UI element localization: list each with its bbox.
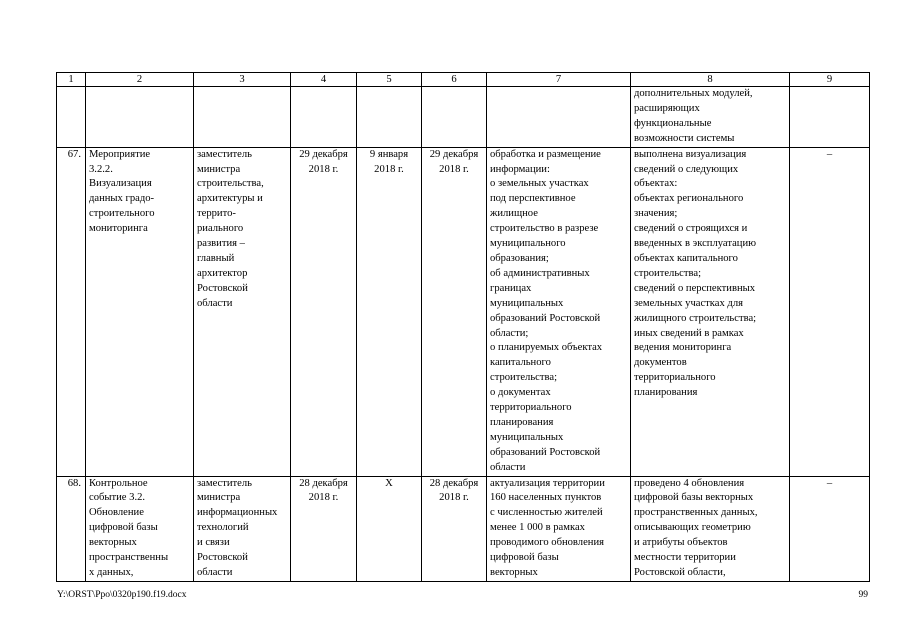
text-line: 2018 г.: [374, 163, 404, 175]
text-line: Мероприятие: [89, 148, 151, 160]
text-line: сведений о перспективных: [634, 282, 756, 294]
text-line: векторных: [490, 567, 538, 578]
text-line: архитектуры и: [197, 193, 263, 205]
header-cell: 7: [487, 73, 631, 87]
header-cell: 3: [194, 73, 291, 87]
column-number-row: [57, 73, 870, 87]
text-line: министра: [197, 492, 241, 504]
text-line: 2018 г.: [439, 492, 469, 504]
header-cell: 5: [357, 73, 422, 87]
text-line: объектах:: [634, 178, 678, 190]
text-line: 29 декабря: [299, 148, 348, 160]
text-line: границах: [490, 282, 532, 294]
text-line: капитального: [490, 357, 551, 369]
table-cell: [86, 87, 194, 148]
table-cell: [291, 87, 357, 148]
document-page: [56, 72, 870, 582]
fact-result-cell: [631, 476, 790, 581]
text-line: террито-: [197, 208, 236, 220]
fact-end-cell: [422, 147, 487, 476]
text-line: об административных: [490, 267, 590, 279]
text-line: 9 января: [369, 148, 409, 160]
text-line: цифровой базы векторных: [634, 492, 754, 504]
text-line: введенных в эксплуатацию: [634, 238, 757, 250]
text-line: строительство в разрезе: [490, 223, 599, 235]
text-line: планирования: [490, 416, 554, 428]
text-line: местности территории: [634, 552, 736, 564]
text-line: цифровой базы: [89, 522, 158, 534]
text-line: планирования: [634, 387, 698, 399]
text-line: ведения мониторинга: [634, 342, 732, 354]
fact-result-cell: [631, 147, 790, 476]
text-line: муниципальных: [490, 431, 564, 443]
text-line: 29 декабря: [429, 148, 479, 160]
text-line: 160 населенных пунктов: [490, 492, 602, 504]
text-line: менее 1 000 в рамках: [490, 522, 585, 534]
header-cell: 6: [422, 73, 487, 87]
text-line: данных градо-: [89, 193, 155, 205]
row-number: 67.: [57, 147, 86, 476]
text-line: о документах: [490, 387, 551, 399]
text-line: образований Ростовской: [490, 446, 601, 458]
text-line: образования;: [490, 252, 549, 264]
text-line: заместитель: [197, 148, 253, 160]
text-line: 2018 г.: [308, 163, 339, 175]
text-line: объектах регионального: [634, 193, 744, 205]
note-cell: –: [790, 147, 870, 476]
continuation-row: [57, 87, 870, 148]
header-cell: 2: [86, 73, 194, 87]
text-line: и связи: [197, 537, 230, 549]
text-line: строительного: [89, 208, 155, 220]
footer-file-path: Y:\ORST\Ppo\0320p190.f19.docx: [57, 590, 187, 600]
text-line: заместитель: [197, 477, 253, 489]
text-line: территориального: [490, 402, 572, 414]
text-line: векторных: [89, 537, 137, 549]
table-cell: [194, 87, 291, 148]
text-line: образований Ростовской: [490, 312, 601, 324]
table-cell: [422, 87, 487, 148]
text-line: пространственных данных,: [634, 507, 758, 519]
text-line: Ростовской: [197, 282, 248, 294]
text-line: обработка и размещение: [490, 148, 601, 160]
text-line: расширяющих: [634, 102, 700, 114]
events-table: [56, 72, 870, 582]
header-cell: 8: [631, 73, 790, 87]
text-line: пространственны: [89, 552, 169, 564]
text-line: главный: [197, 252, 235, 264]
event-cell: [86, 476, 194, 581]
text-line: возможности системы: [634, 132, 735, 144]
fact-result-cell: [631, 87, 790, 148]
text-line: области: [490, 461, 526, 473]
text-line: сведений о строящихся и: [634, 223, 748, 235]
plan-result-cell: [487, 476, 631, 581]
text-line: 2018 г.: [308, 492, 339, 504]
text-line: х данных,: [89, 567, 134, 578]
responsible-cell: [194, 147, 291, 476]
text-line: описывающих геометрию: [634, 522, 751, 534]
text-line: дополнительных модулей,: [634, 88, 753, 99]
text-line: сведений о следующих: [634, 163, 739, 175]
note-cell: –: [790, 476, 870, 581]
text-line: Ростовской области,: [634, 567, 726, 578]
text-line: технологий: [197, 522, 249, 534]
text-line: информационных: [197, 507, 278, 519]
text-line: значения;: [634, 208, 678, 220]
text-line: Визуализация: [89, 178, 152, 190]
text-line: под перспективное: [490, 193, 576, 205]
text-line: строительства;: [634, 267, 702, 279]
table-row-67: [57, 147, 870, 476]
text-line: министра: [197, 163, 241, 175]
text-line: 28 декабря: [429, 477, 479, 489]
text-line: о планируемых объектах: [490, 342, 603, 354]
plan-result-cell: [487, 147, 631, 476]
responsible-cell: [194, 476, 291, 581]
text-line: мониторинга: [89, 223, 148, 235]
fact-end-cell: [422, 476, 487, 581]
text-line: Контрольное: [89, 477, 148, 489]
text-line: 2018 г.: [439, 163, 469, 175]
plan-date-cell: [291, 476, 357, 581]
fact-start-cell: [357, 476, 422, 581]
text-line: муниципального: [490, 238, 566, 250]
text-line: о земельных участках: [490, 178, 589, 190]
text-line: земельных участках для: [634, 297, 743, 309]
text-line: жилищного строительства;: [634, 312, 757, 324]
event-cell: [86, 147, 194, 476]
text-line: иных сведений в рамках: [634, 327, 744, 339]
text-line: цифровой базы: [490, 552, 559, 564]
text-line: проводимого обновления: [490, 537, 604, 549]
text-line: 28 декабря: [299, 477, 348, 489]
table-row-68: [57, 476, 870, 581]
text-line: территориального: [634, 372, 716, 384]
text-line: области;: [490, 327, 529, 339]
text-line: развития –: [197, 238, 245, 250]
text-line: 3.2.2.: [89, 163, 113, 175]
text-line: функциональные: [634, 117, 712, 129]
table-cell: [357, 87, 422, 148]
header-cell: 4: [291, 73, 357, 87]
text-line: области: [197, 297, 233, 309]
text-line: строительства;: [490, 372, 558, 384]
text-line: проведено 4 обновления: [634, 477, 745, 489]
text-line: архитектор: [197, 267, 248, 279]
text-line: жилищное: [490, 208, 538, 220]
table-cell: [487, 87, 631, 148]
fact-start-cell: [357, 147, 422, 476]
text-line: документов: [634, 357, 687, 369]
header-cell: 1: [57, 73, 86, 87]
text-line: строительства,: [197, 178, 264, 190]
text-line: Х: [385, 477, 393, 489]
text-line: муниципальных: [490, 297, 564, 309]
text-line: области: [197, 567, 233, 578]
text-line: и атрибуты объектов: [634, 537, 728, 549]
text-line: объектах капитального: [634, 252, 738, 264]
row-number: 68.: [57, 476, 86, 581]
text-line: Ростовской: [197, 552, 248, 564]
text-line: с численностью жителей: [490, 507, 603, 519]
table-cell: [57, 87, 86, 148]
text-line: актуализация территории: [490, 477, 605, 489]
text-line: риального: [197, 223, 244, 235]
table-cell: [790, 87, 870, 148]
plan-date-cell: [291, 147, 357, 476]
footer-page-number: 99: [858, 590, 868, 600]
text-line: Обновление: [89, 507, 144, 519]
text-line: информации:: [490, 163, 550, 175]
header-cell: 9: [790, 73, 870, 87]
text-line: выполнена визуализация: [634, 148, 747, 160]
text-line: событие 3.2.: [89, 492, 146, 504]
